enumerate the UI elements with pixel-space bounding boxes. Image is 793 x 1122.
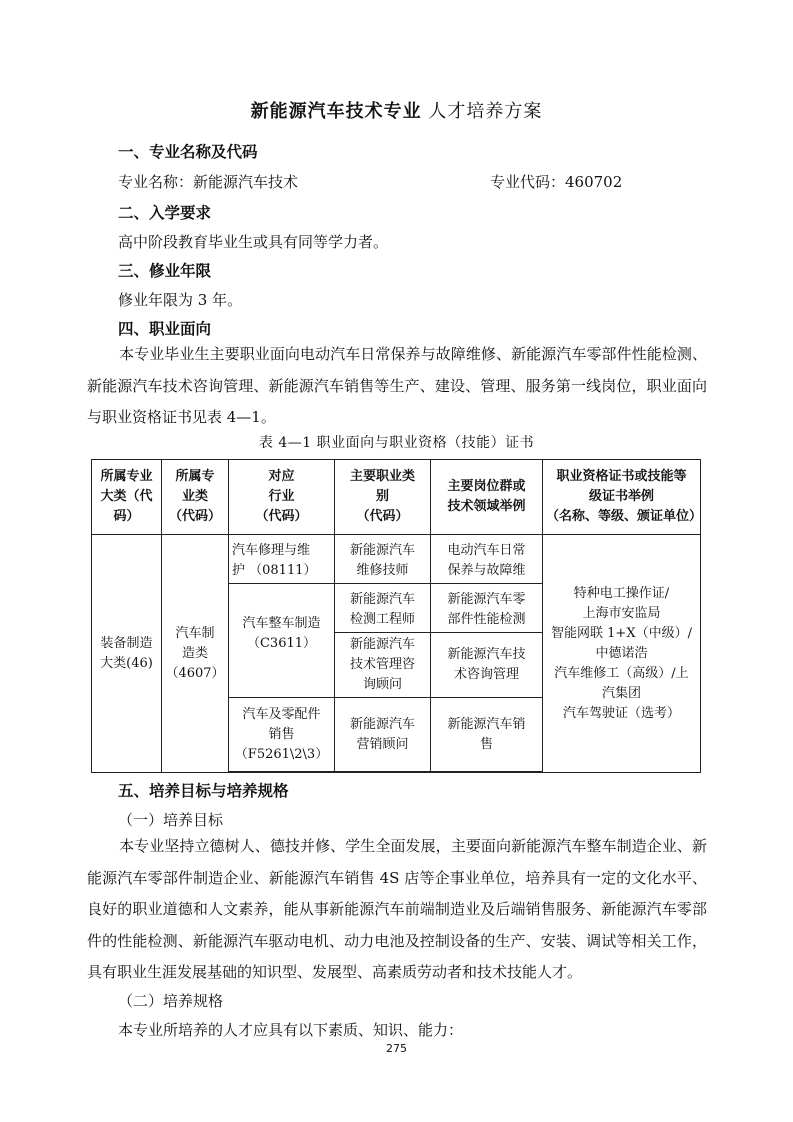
career-certificate-table xyxy=(91,459,701,773)
cell-post-testing: 新能源汽车零 部件性能检测 xyxy=(431,584,543,633)
cell-post-maintenance: 电动汽车日常 保养与故障维 xyxy=(431,535,543,584)
subsection-spec-heading: （二）培养规格 xyxy=(118,992,224,1010)
career-paragraph xyxy=(87,339,707,434)
cell-category: 装备制造 大类(46) xyxy=(92,535,162,773)
cell-industry-repair: 汽车修理与维 护 （08111） xyxy=(229,535,335,584)
header-certificates: 职业资格证书或技能等 级证书举例 （名称、等级、颁证单位） xyxy=(543,460,701,535)
header-class: 所属专 业类 （代码） xyxy=(162,460,229,535)
section-4-heading: 四、职业面向 xyxy=(118,320,212,338)
header-industry: 对应 行业 （代码） xyxy=(229,460,335,535)
cell-job-sales: 新能源汽车 营销顾问 xyxy=(335,698,431,772)
cell-post-consulting: 新能源汽车技 术咨询管理 xyxy=(431,633,543,698)
duration-text: 修业年限为 3 年。 xyxy=(118,291,243,309)
spec-intro-text: 本专业所培养的人才应具有以下素质、知识、能力： xyxy=(118,1021,464,1039)
header-category: 所属专业 大类（代 码） xyxy=(92,460,162,535)
subsection-goal-heading: （一）培养目标 xyxy=(118,811,224,829)
page-title xyxy=(0,97,793,123)
section-3-heading: 三、修业年限 xyxy=(118,262,212,280)
cell-certificates: 特种电工操作证/ 上海市安监局 智能网联 1+X（中级）/ 中德诺浩 汽车维修工（高级）/上 汽集团 汽车驾驶证（选考） xyxy=(543,535,701,773)
goal-paragraph xyxy=(87,831,707,989)
major-code: 专业代码：460702 xyxy=(490,173,623,191)
section-2-heading: 二、入学要求 xyxy=(118,204,212,222)
title-rest: 人才培养方案 xyxy=(421,101,543,122)
career-paragraph-text: 本专业毕业生主要职业面向电动汽车日常保养与故障维修、新能源汽车零部件性能检测、新能源汽车技术咨询管理、新能源汽车销售等生产、建设、管理、服务第一线岗位，职业面向与职业资格证书见表 4—1。 xyxy=(87,345,707,426)
cell-industry-manufacture: 汽车整车制造 （C3611） xyxy=(229,584,335,698)
section-1-heading: 一、专业名称及代码 xyxy=(118,143,258,161)
cell-job-testing: 新能源汽车 检测工程师 xyxy=(335,584,431,633)
admission-text: 高中阶段教育毕业生或具有同等学力者。 xyxy=(118,233,389,251)
cell-job-consulting: 新能源汽车 技术管理咨 询顾问 xyxy=(335,633,431,698)
section-5-heading: 五、培养目标与培养规格 xyxy=(118,782,289,800)
page-number: 275 xyxy=(386,1042,407,1055)
goal-paragraph-text: 本专业坚持立德树人、德技并修、学生全面发展，主要面向新能源汽车整车制造企业、新能源汽车零部件制造企业、新能源汽车销售 4S 店等企事业单位，培养具有一定的文化水平、良好的职业道德和人文素养，能从事新能源汽车前端制造业及后端销售服务、新能源汽车零部件的性能检测、新能源汽车驱动电机、动力电池及控制设备的生产、安装、调试等相关工作，具有职业生涯发展基础的知识型、发展型、高素质劳动者和技术技能人才。 xyxy=(87,837,707,981)
title-major: 新能源汽车技术专业 xyxy=(250,101,422,122)
cell-post-sales: 新能源汽车销 售 xyxy=(431,698,543,772)
header-occupation: 主要职业类 别 （代码） xyxy=(335,460,431,535)
cell-industry-sales: 汽车及零配件 销售 （F5261\2\3） xyxy=(229,698,335,772)
cell-class: 汽车制 造类 （4607） xyxy=(162,535,229,773)
cell-job-repair: 新能源汽车 维修技师 xyxy=(335,535,431,584)
header-posts: 主要岗位群或 技术领域举例 xyxy=(431,460,543,535)
table-caption: 表 4—1 职业面向与职业资格（技能）证书 xyxy=(258,435,535,451)
major-name: 专业名称：新能源汽车技术 xyxy=(118,173,299,191)
